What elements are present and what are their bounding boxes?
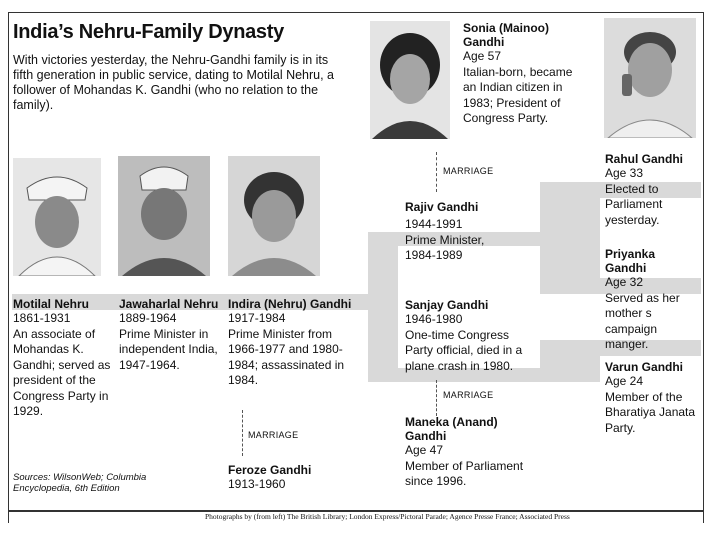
maneka-desc: Member of Parliament since 1996.	[405, 458, 524, 488]
sanjay-child-vertical-band	[540, 340, 600, 382]
sanjay-maneka-marriage-label: MARRIAGE	[443, 390, 494, 400]
rajiv-entry	[405, 200, 540, 264]
jawaharlal-desc: Prime Minister in independent India, 1947-1964.	[119, 326, 218, 372]
motilal-desc: An associate of Mohandas K. Gandhi; served as president of the Congress Party in 1929.	[13, 326, 111, 418]
rajiv-years: 1944-1991	[405, 217, 463, 231]
indira-years: 1917-1984	[228, 311, 286, 325]
motilal-name: Motilal Nehru	[13, 297, 90, 311]
rajiv-name: Rajiv Gandhi	[405, 200, 479, 214]
sonia-rajiv-marriage-line	[436, 152, 437, 192]
indira-feroze-marriage-label: MARRIAGE	[248, 430, 299, 440]
motilal-years: 1861-1931	[13, 311, 71, 325]
motilal-portrait-icon	[13, 158, 101, 276]
feroze-entry	[228, 463, 358, 493]
rahul-entry	[605, 152, 701, 228]
sanjay-name: Sanjay Gandhi	[405, 298, 489, 312]
rahul-desc: Elected to Parliament yesterday.	[605, 181, 663, 227]
feroze-years: 1913-1960	[228, 477, 286, 491]
photo-credits: Photographs by (from left) The British Library; London Express/Pictoral Parade; Agence Presse France; Associated Press	[205, 512, 570, 521]
sonia-rajiv-marriage-label: MARRIAGE	[443, 166, 494, 176]
priyanka-name: Priyanka Gandhi	[605, 247, 656, 275]
sanjay-maneka-marriage-line	[436, 380, 437, 416]
rahul-photo	[604, 18, 696, 138]
indira-photo	[228, 156, 320, 276]
sonia-entry	[463, 21, 583, 127]
page-title: India’s Nehru-Family Dynasty	[13, 21, 284, 43]
sonia-photo	[370, 21, 450, 139]
rahul-portrait-icon	[604, 18, 696, 138]
priyanka-desc: Served as her mother s campaign manger.	[605, 290, 680, 351]
maneka-name: Maneka (Anand) Gandhi	[405, 415, 498, 443]
indira-feroze-marriage-line	[242, 410, 243, 456]
maneka-age: Age 47	[405, 443, 444, 457]
jawaharlal-name: Jawaharlal Nehru	[119, 297, 219, 311]
sources-note: Sources: WilsonWeb; Columbia Encyclopedia, 6th Edition	[13, 472, 147, 494]
feroze-name: Feroze Gandhi	[228, 463, 312, 477]
indira-name: Indira (Nehru) Gandhi	[228, 297, 352, 311]
sanjay-desc: One-time Congress Party official, died in a plane crash in 1980.	[405, 327, 523, 373]
varun-age: Age 24	[605, 374, 644, 388]
jawaharlal-portrait-icon	[118, 156, 210, 276]
maneka-entry	[405, 415, 530, 490]
indira-entry	[228, 297, 364, 389]
jawaharlal-entry	[119, 297, 219, 373]
rahul-name: Rahul Gandhi	[605, 152, 683, 166]
motilal-entry	[13, 297, 113, 420]
rahul-age: Age 33	[605, 166, 644, 180]
sonia-portrait-icon	[370, 21, 450, 139]
jawaharlal-photo	[118, 156, 210, 276]
intro-text: With victories yesterday, the Nehru-Gandhi family is in its fifth generation in public service, dating to Motilal Nehru, a follower of Mohandas K. Gandhi (who no relation to the family).	[13, 53, 335, 112]
rajiv-sanjay-vertical-band	[368, 232, 398, 382]
jawaharlal-years: 1889-1964	[119, 311, 177, 325]
varun-entry	[605, 360, 701, 436]
priyanka-entry	[605, 247, 701, 353]
motilal-photo	[13, 158, 101, 276]
priyanka-age: Age 32	[605, 275, 644, 289]
sanjay-years: 1946-1980	[405, 312, 463, 326]
rajiv-children-vertical-band	[540, 182, 600, 294]
indira-desc: Prime Minister from 1966-1977 and 1980-1984; assassinated in 1984.	[228, 326, 345, 387]
sonia-age: Age 57	[463, 49, 502, 63]
varun-name: Varun Gandhi	[605, 360, 684, 374]
sonia-desc: Italian-born, became an Indian citizen in 1983; President of Congress Party.	[463, 64, 573, 125]
rajiv-desc: Prime Minister, 1984-1989	[405, 232, 485, 262]
sanjay-entry	[405, 298, 540, 374]
varun-desc: Member of the Bharatiya Janata Party.	[605, 389, 696, 435]
sonia-name: Sonia (Mainoo) Gandhi	[463, 21, 549, 49]
indira-portrait-icon	[228, 156, 320, 276]
